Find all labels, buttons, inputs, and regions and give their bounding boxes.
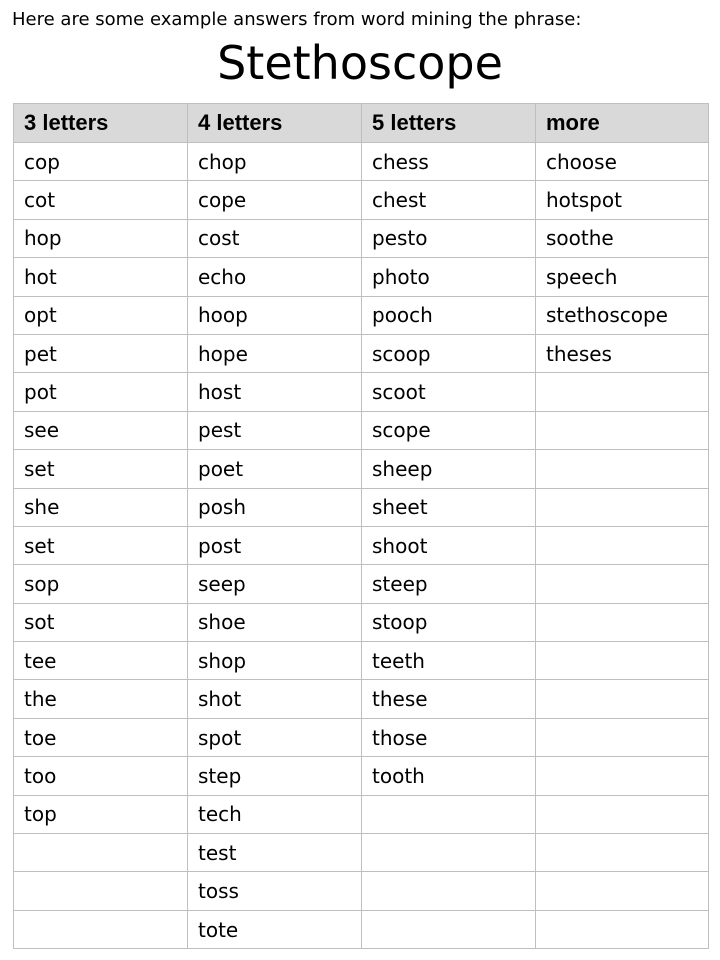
header-row [14,104,709,143]
word-4-letters: shot [188,680,362,718]
word-3-letters: set [14,450,188,488]
word-5-letters [362,834,536,872]
word-4-letters: hope [188,334,362,372]
word-more [536,757,709,795]
word-more [536,680,709,718]
word-3-letters: hot [14,258,188,296]
word-3-letters: set [14,526,188,564]
word-3-letters: tee [14,642,188,680]
word-3-letters [14,872,188,910]
word-5-letters: tooth [362,757,536,795]
word-3-letters: sot [14,603,188,641]
word-3-letters: see [14,411,188,449]
word-5-letters: chest [362,181,536,219]
word-5-letters [362,910,536,948]
header-more: more [536,104,709,143]
word-3-letters: pot [14,373,188,411]
word-5-letters: these [362,680,536,718]
word-5-letters: teeth [362,642,536,680]
word-3-letters: she [14,488,188,526]
table-row [14,411,709,449]
word-5-letters: sheep [362,450,536,488]
word-5-letters: scope [362,411,536,449]
table-row [14,219,709,257]
word-4-letters: hoop [188,296,362,334]
table-row [14,296,709,334]
word-5-letters: pooch [362,296,536,334]
table-row [14,834,709,872]
word-3-letters: too [14,757,188,795]
word-more: speech [536,258,709,296]
word-more: stethoscope [536,296,709,334]
table-row [14,258,709,296]
word-4-letters: cost [188,219,362,257]
word-5-letters: photo [362,258,536,296]
word-4-letters: spot [188,718,362,756]
word-3-letters [14,834,188,872]
word-4-letters: poet [188,450,362,488]
word-more [536,450,709,488]
word-5-letters: steep [362,565,536,603]
header-5-letters: 5 letters [362,104,536,143]
word-more [536,795,709,833]
header-4-letters: 4 letters [188,104,362,143]
word-4-letters: posh [188,488,362,526]
word-more [536,910,709,948]
table-row [14,642,709,680]
word-5-letters: scoop [362,334,536,372]
word-more [536,603,709,641]
phrase-title: Stethoscope [217,36,503,90]
word-3-letters: top [14,795,188,833]
header-3-letters: 3 letters [14,104,188,143]
table-row [14,910,709,948]
word-4-letters: pest [188,411,362,449]
table-row [14,450,709,488]
word-3-letters: opt [14,296,188,334]
word-4-letters: tech [188,795,362,833]
table-row [14,757,709,795]
word-3-letters: toe [14,718,188,756]
word-4-letters: cope [188,181,362,219]
word-5-letters: chess [362,143,536,181]
word-5-letters: shoot [362,526,536,564]
table-row [14,872,709,910]
word-more: hotspot [536,181,709,219]
word-5-letters: stoop [362,603,536,641]
table-row [14,795,709,833]
intro-text: Here are some example answers from word mining the phrase: [12,9,582,30]
word-5-letters: those [362,718,536,756]
word-more [536,642,709,680]
word-5-letters: scoot [362,373,536,411]
word-4-letters: chop [188,143,362,181]
word-4-letters: shop [188,642,362,680]
table-row [14,526,709,564]
word-rows [14,143,709,949]
word-4-letters: tote [188,910,362,948]
word-5-letters: pesto [362,219,536,257]
table-row [14,603,709,641]
word-more [536,411,709,449]
word-4-letters: post [188,526,362,564]
table-row [14,488,709,526]
word-more [536,872,709,910]
table-row [14,718,709,756]
word-more [536,565,709,603]
word-4-letters: echo [188,258,362,296]
word-more: choose [536,143,709,181]
table-row [14,143,709,181]
word-table [13,103,709,949]
word-5-letters [362,872,536,910]
word-3-letters: the [14,680,188,718]
table-row [14,181,709,219]
word-more: theses [536,334,709,372]
word-4-letters: shoe [188,603,362,641]
word-5-letters: sheet [362,488,536,526]
word-more: soothe [536,219,709,257]
word-more [536,373,709,411]
word-4-letters: seep [188,565,362,603]
word-4-letters: toss [188,872,362,910]
word-more [536,488,709,526]
word-more [536,526,709,564]
word-5-letters [362,795,536,833]
table-row [14,373,709,411]
word-3-letters: cop [14,143,188,181]
word-3-letters: sop [14,565,188,603]
word-4-letters: host [188,373,362,411]
table-row [14,680,709,718]
word-3-letters: hop [14,219,188,257]
word-3-letters: cot [14,181,188,219]
table-row [14,334,709,372]
word-4-letters: step [188,757,362,795]
word-more [536,834,709,872]
word-4-letters: test [188,834,362,872]
word-more [536,718,709,756]
word-3-letters [14,910,188,948]
table-row [14,565,709,603]
word-3-letters: pet [14,334,188,372]
